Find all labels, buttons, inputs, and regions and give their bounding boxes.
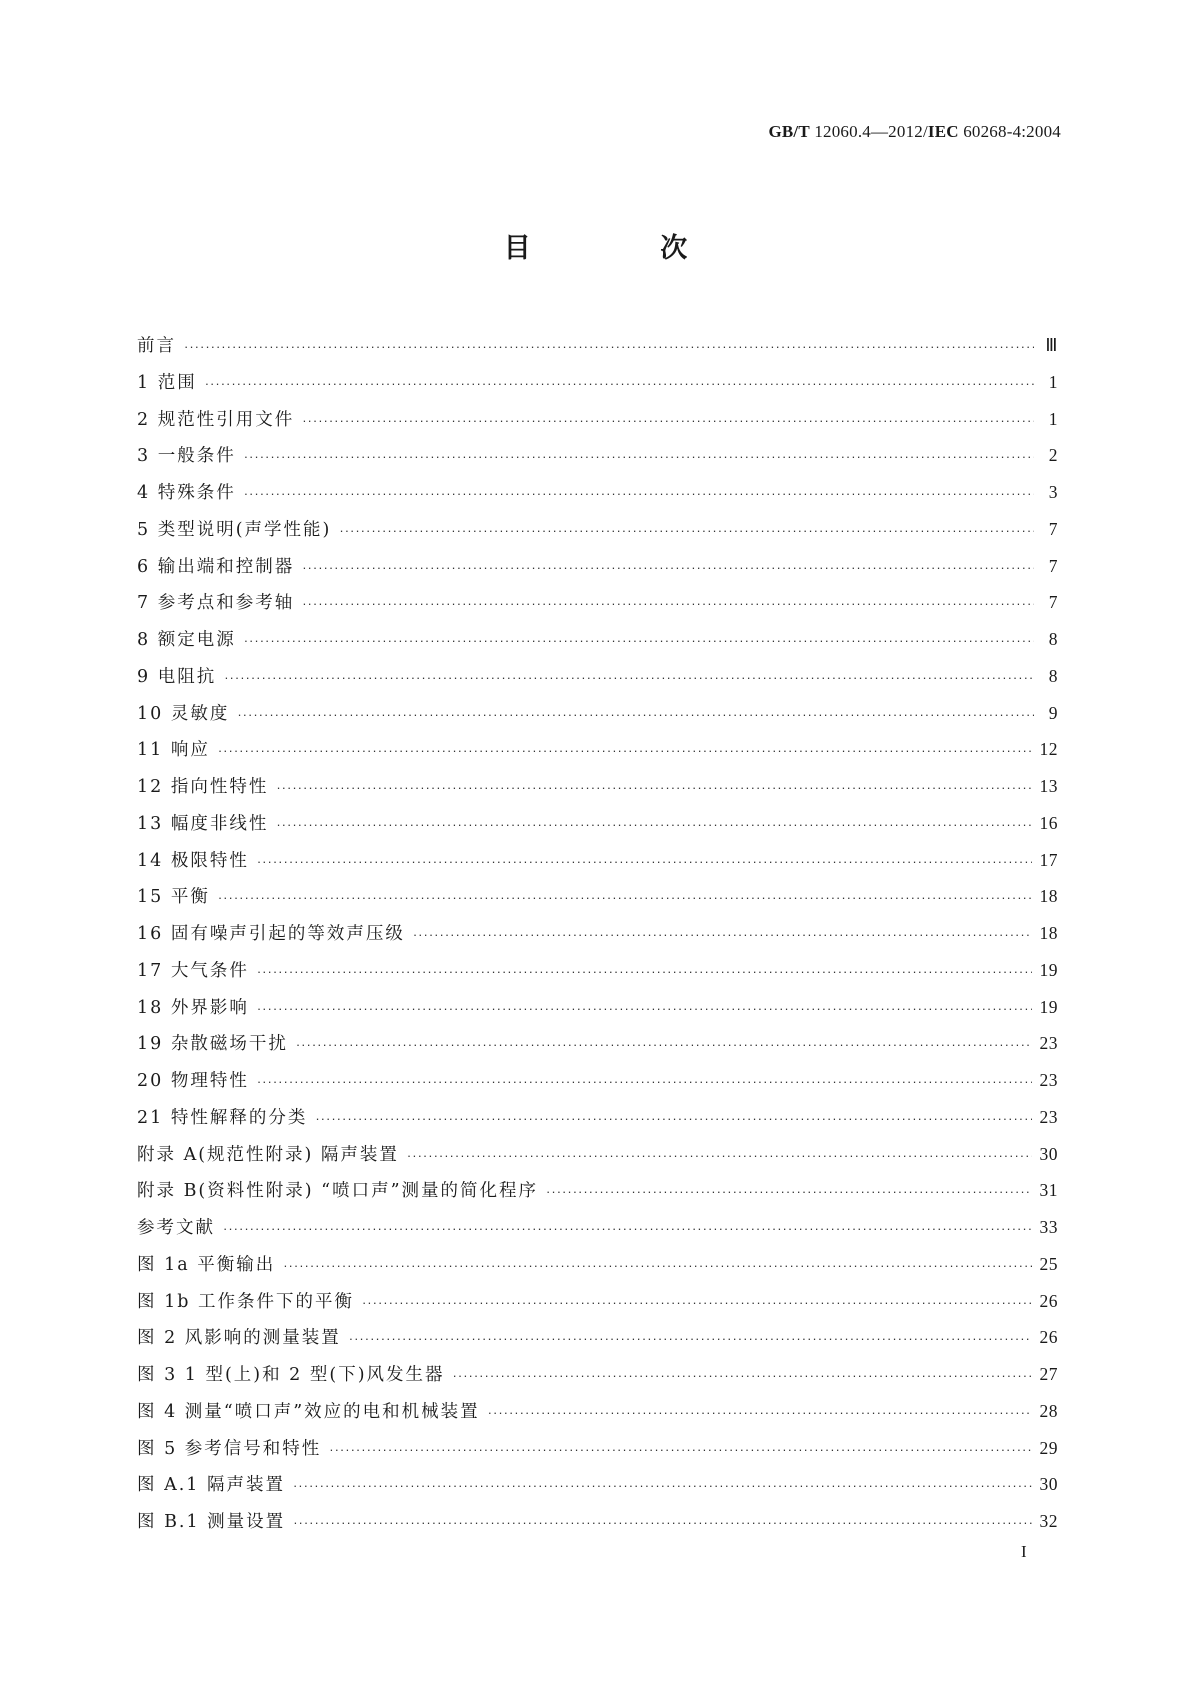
page-number: I (1021, 1542, 1027, 1561)
toc-leader-dots (315, 1111, 1031, 1126)
toc-leader-dots (413, 927, 1032, 942)
toc-leader-dots (218, 890, 1032, 905)
toc-entry-page: 2 (1048, 445, 1058, 466)
toc-entry-page: 32 (1039, 1511, 1058, 1531)
toc-entry-label: 15 平衡 (137, 887, 210, 908)
toc-entry[interactable] (137, 1177, 1058, 1214)
toc-leader-dots (296, 1037, 1032, 1052)
toc-entry-page: 30 (1039, 1143, 1058, 1164)
toc-entry-label: 图 2 风影响的测量装置 (137, 1328, 341, 1349)
toc-entry-label: 图 A.1 隔声装置 (137, 1475, 285, 1496)
toc-entry-label: 图 1b 工作条件下的平衡 (137, 1291, 354, 1312)
toc-entry[interactable] (137, 553, 1058, 590)
toc-entry[interactable] (137, 1104, 1058, 1141)
toc-entry-page: 17 (1039, 849, 1058, 870)
toc-entry-page: 26 (1039, 1290, 1058, 1311)
toc-leader-dots (218, 743, 1032, 758)
toc-entry[interactable] (137, 1141, 1058, 1178)
toc-entry-label: 前言 (137, 336, 176, 356)
toc-entry-label: 图 4 测量“喷口声”效应的电和机械装置 (137, 1401, 480, 1422)
toc-leader-dots (293, 1515, 1031, 1530)
toc-leader-dots (302, 413, 1034, 428)
toc-entry-label: 10 灵敏度 (137, 703, 230, 724)
toc-entry-label: 7 参考点和参考轴 (137, 593, 295, 614)
toc-entry-page: 1 (1048, 408, 1058, 429)
toc-entry[interactable] (137, 1435, 1058, 1472)
toc-entry-page: 31 (1039, 1180, 1058, 1201)
toc-leader-dots (488, 1405, 1032, 1420)
toc-entry-page: 3 (1048, 482, 1058, 502)
toc-leader-dots (302, 560, 1034, 575)
toc-entry-label: 附录 A(规范性附录) 隔声装置 (137, 1144, 399, 1165)
toc-entry-label: 21 特性解释的分类 (137, 1107, 308, 1128)
toc-entry-label: 14 极限特性 (137, 850, 249, 871)
toc-entry-label: 11 响应 (137, 740, 210, 761)
toc-entry[interactable] (137, 1214, 1058, 1251)
toc-leader-dots (302, 596, 1034, 611)
toc-leader-dots (205, 376, 1034, 391)
toc-entry[interactable] (137, 920, 1058, 957)
toc-entry-label: 图 B.1 测量设置 (137, 1512, 286, 1532)
toc-entry[interactable] (137, 516, 1058, 553)
toc-entry[interactable] (137, 479, 1058, 516)
toc-leader-dots (244, 633, 1034, 648)
toc-entry-page: 16 (1039, 812, 1058, 833)
toc-entry[interactable] (137, 810, 1058, 847)
toc-entry-page: 29 (1039, 1437, 1058, 1458)
toc-leader-dots (257, 1001, 1032, 1016)
toc-entry-page: 28 (1039, 1400, 1058, 1421)
toc-entry[interactable] (137, 406, 1058, 443)
toc-entry-label: 6 输出端和控制器 (137, 556, 295, 577)
toc-leader-dots (257, 854, 1032, 869)
toc-entry-label: 18 外界影响 (137, 997, 249, 1018)
toc-leader-dots (362, 1295, 1032, 1310)
toc-leader-dots (407, 1148, 1032, 1163)
toc-leader-dots (237, 707, 1034, 722)
toc-entry-page: 19 (1039, 959, 1058, 980)
toc-entry[interactable] (137, 332, 1058, 369)
toc-entry-page: 7 (1048, 555, 1058, 576)
toc-leader-dots (329, 1442, 1031, 1457)
toc-entry-page: 33 (1039, 1217, 1058, 1237)
toc-entry-page: 12 (1039, 739, 1058, 760)
standard-prefix: GB/T (768, 122, 810, 141)
toc-entry-page: 7 (1048, 518, 1058, 539)
toc-leader-dots (224, 670, 1034, 685)
toc-entry-label: 2 规范性引用文件 (137, 409, 295, 430)
toc-entry[interactable] (137, 773, 1058, 810)
toc-entry-page: Ⅲ (1045, 335, 1058, 355)
toc-leader-dots (276, 817, 1031, 832)
toc-entry[interactable] (137, 883, 1058, 920)
toc-entry-page: 18 (1039, 923, 1058, 943)
page-title: 目 次 (503, 233, 748, 264)
toc-entry-page: 1 (1048, 371, 1058, 392)
toc-entry-page: 13 (1039, 776, 1058, 796)
toc-entry-page: 30 (1039, 1474, 1058, 1495)
toc-entry-label: 16 固有噪声引起的等效声压级 (137, 924, 405, 944)
toc-leader-dots (257, 1074, 1032, 1089)
toc-entry[interactable] (137, 1471, 1058, 1508)
toc-entry-label: 13 幅度非线性 (137, 813, 269, 834)
document-code (768, 122, 1061, 142)
toc-entry-label: 参考文献 (137, 1218, 215, 1238)
toc-entry[interactable] (137, 589, 1058, 626)
toc-entry-page: 7 (1048, 592, 1058, 613)
toc-leader-dots (223, 1221, 1032, 1236)
toc-leader-dots (283, 1258, 1031, 1273)
toc-entry[interactable] (137, 700, 1058, 737)
toc-entry-label: 3 一般条件 (137, 446, 236, 467)
toc-entry-page: 9 (1048, 702, 1058, 723)
toc-entry-label: 附录 B(资料性附录) “喷口声”测量的简化程序 (137, 1181, 539, 1202)
toc-entry-label: 20 物理特性 (137, 1071, 249, 1091)
toc-entry-label: 17 大气条件 (137, 960, 249, 981)
toc-entry[interactable] (137, 1288, 1058, 1325)
toc-entry[interactable] (137, 1361, 1058, 1398)
toc-entry-page: 25 (1039, 1253, 1058, 1274)
toc-leader-dots (453, 1368, 1032, 1383)
toc-entry-label: 图 3 1 型(上)和 2 型(下)风发生器 (137, 1365, 445, 1385)
toc-leader-dots (244, 486, 1034, 501)
toc-entry-page: 8 (1048, 629, 1058, 649)
toc-entry-page: 19 (1039, 996, 1058, 1017)
toc-entry-page: 27 (1039, 1364, 1058, 1384)
toc-entry[interactable] (137, 847, 1058, 884)
toc-entry[interactable] (137, 957, 1058, 994)
toc-leader-dots (339, 523, 1034, 538)
toc-entry-label: 9 电阻抗 (137, 666, 217, 687)
toc-entry[interactable] (137, 736, 1058, 773)
toc-entry-label: 4 特殊条件 (137, 483, 236, 503)
toc-entry-page: 23 (1039, 1033, 1058, 1054)
toc-leader-dots (546, 1184, 1031, 1199)
toc-entry[interactable] (137, 1508, 1058, 1545)
toc-entry-label: 图 5 参考信号和特性 (137, 1438, 322, 1459)
toc-entry-label: 图 1a 平衡输出 (137, 1254, 276, 1275)
toc-entry-label: 12 指向性特性 (137, 777, 269, 797)
toc-entry[interactable] (137, 1030, 1058, 1067)
toc-entry-label: 1 范围 (137, 372, 197, 393)
toc-entry[interactable] (137, 1251, 1058, 1288)
toc-entry[interactable] (137, 626, 1058, 663)
toc-entry[interactable] (137, 442, 1058, 479)
toc-leader-dots (293, 1478, 1032, 1493)
toc-entry[interactable] (137, 1067, 1058, 1104)
toc-entry-page: 23 (1039, 1106, 1058, 1127)
toc-leader-dots (349, 1331, 1032, 1346)
table-of-contents (137, 332, 1058, 1545)
toc-entry[interactable] (137, 1398, 1058, 1435)
toc-entry-label: 5 类型说明(声学性能) (137, 519, 332, 540)
toc-entry-page: 23 (1039, 1070, 1058, 1090)
toc-entry[interactable] (137, 369, 1058, 406)
toc-entry-page: 18 (1039, 886, 1058, 907)
toc-entry-label: 8 额定电源 (137, 630, 236, 650)
toc-leader-dots (184, 339, 1034, 354)
toc-entry-label: 19 杂散磁场干扰 (137, 1034, 288, 1055)
toc-entry[interactable] (137, 994, 1058, 1031)
toc-leader-dots (257, 964, 1032, 979)
iec-prefix: IEC (927, 122, 959, 141)
toc-leader-dots (276, 780, 1031, 795)
iec-number: 60268-4:2004 (963, 122, 1061, 141)
standard-number: 12060.4—2012/ (814, 122, 928, 141)
toc-entry-page: 26 (1039, 1327, 1058, 1348)
toc-entry[interactable] (137, 1324, 1058, 1361)
toc-leader-dots (244, 449, 1034, 464)
toc-entry-page: 8 (1048, 665, 1058, 686)
toc-entry[interactable] (137, 663, 1058, 700)
